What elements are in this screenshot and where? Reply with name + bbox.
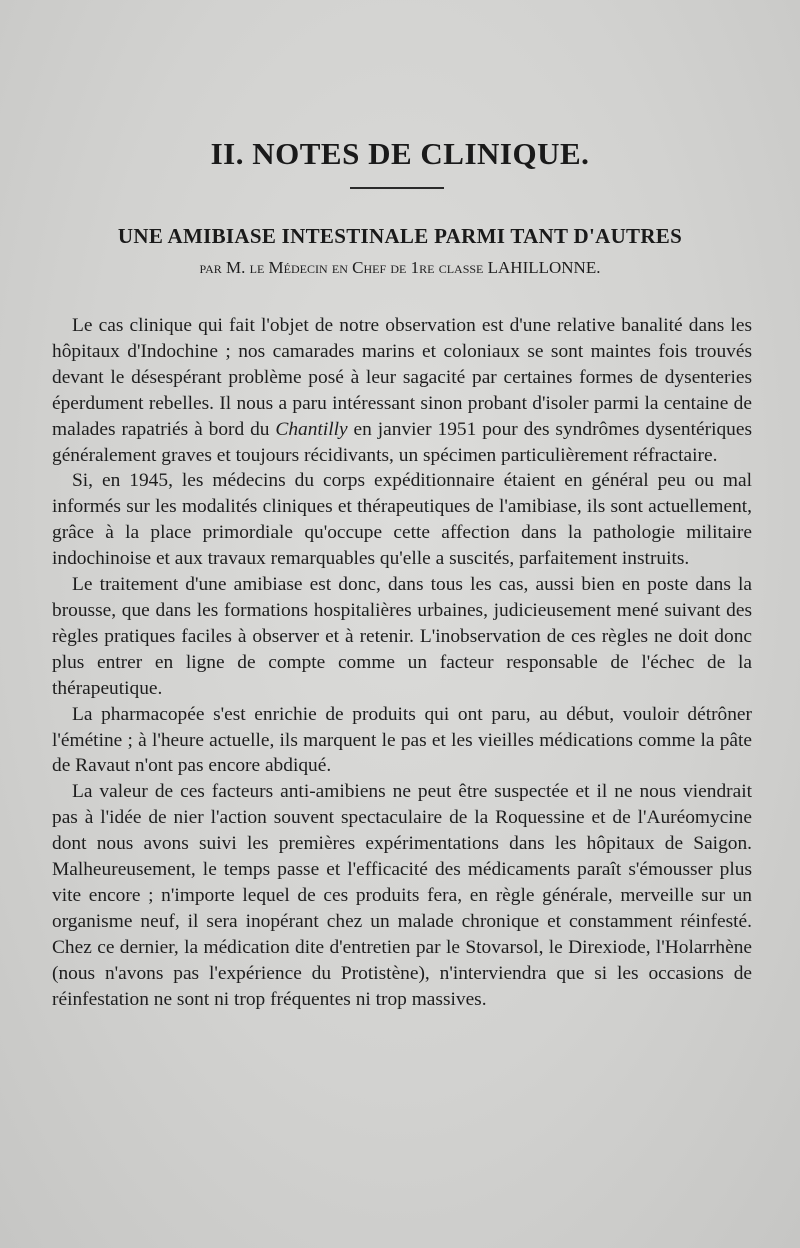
paragraph-2: Si, en 1945, les médecins du corps expéditionnaire étaient en général peu ou mal informés sur les modalités cliniques et thérapeutiques de l'amibiase, ils sont actuellement, grâce à la place primordiale qu'occupe cette affection dans la pathologie militaire indochinoise et aux travaux remarquables qu'elle a suscités, parfaitement instruits. bbox=[52, 470, 752, 570]
article-title: UNE AMIBIASE INTESTINALE PARMI TANT D'AUTRES bbox=[117, 224, 683, 248]
paragraph-4: La pharmacopée s'est enrichie de produits qui ont paru, au début, vouloir détrôner l'émétine ; à l'heure actuelle, ils marquent le pas et les vieilles médications comme la pâte de Ravaut n'ont pas encore abdiqué. bbox=[52, 703, 752, 777]
section-title: II. NOTES DE CLINIQUE. bbox=[210, 136, 590, 171]
paragraph-1-text-after: en janvier 1951 pour des syndrômes dysentériques généralement graves et toujours récidivants, un spécimen particulièrement réfractaire. bbox=[52, 418, 752, 466]
author-byline: par M. le Médecin en Chef de 1re classe LAHILLONNE. bbox=[199, 258, 601, 277]
paragraph-3: Le traitement d'une amibiase est donc, dans tous les cas, aussi bien en poste dans la brousse, que dans les formations hospitalières urbaines, judicieusement mené suivant des règles pratiques faciles à observer et à retenir. L'inobservation de ces règles ne doit donc plus entrer en ligne de compte comme un facteur responsable de l'échec de la thérapeutique. bbox=[52, 574, 752, 699]
paragraph-1-text-before: Le cas clinique qui fait l'objet de notre observation est d'une relative banalité dans les hôpitaux d'Indochine ; nos camarades marins et coloniaux se sont maintes fois trouvés devant le désespérant problème posé à leur sagacité par certaines formes de dysenteries éperdument rebelles. Il nous a paru intéressant sinon probant d'isoler parmi la centaine de malades rapatriés à bord du bbox=[52, 315, 752, 440]
article-body bbox=[52, 313, 752, 1012]
paragraph-1 bbox=[52, 313, 752, 468]
title-divider bbox=[350, 187, 444, 189]
paragraph-5: La valeur de ces facteurs anti-amibiens ne peut être suspectée et il ne nous viendrait pas à l'idée de nier l'action souvent spectaculaire de la Roquessine et de l'Auréomycine dont nous avons suivi les premières expérimentations dans les hôpitaux de Saigon. Malheureusement, le temps passe et l'efficacité des médicaments paraît s'émousser plus vite encore ; n'importe lequel de ces produits fera, en règle générale, merveille sur un organisme neuf, il sera inopérant chez un malade chronique et constamment réinfesté. Chez ce dernier, la médication dite d'entretien par le Stovarsol, le Direxiode, l'Holarrhène (nous n'avons pas l'expérience du Protistène), n'interviendra que si les occasions de réinfestation ne sont ni trop fréquentes ni trop massives. bbox=[52, 781, 752, 1010]
ship-name: Chantilly bbox=[275, 418, 348, 440]
